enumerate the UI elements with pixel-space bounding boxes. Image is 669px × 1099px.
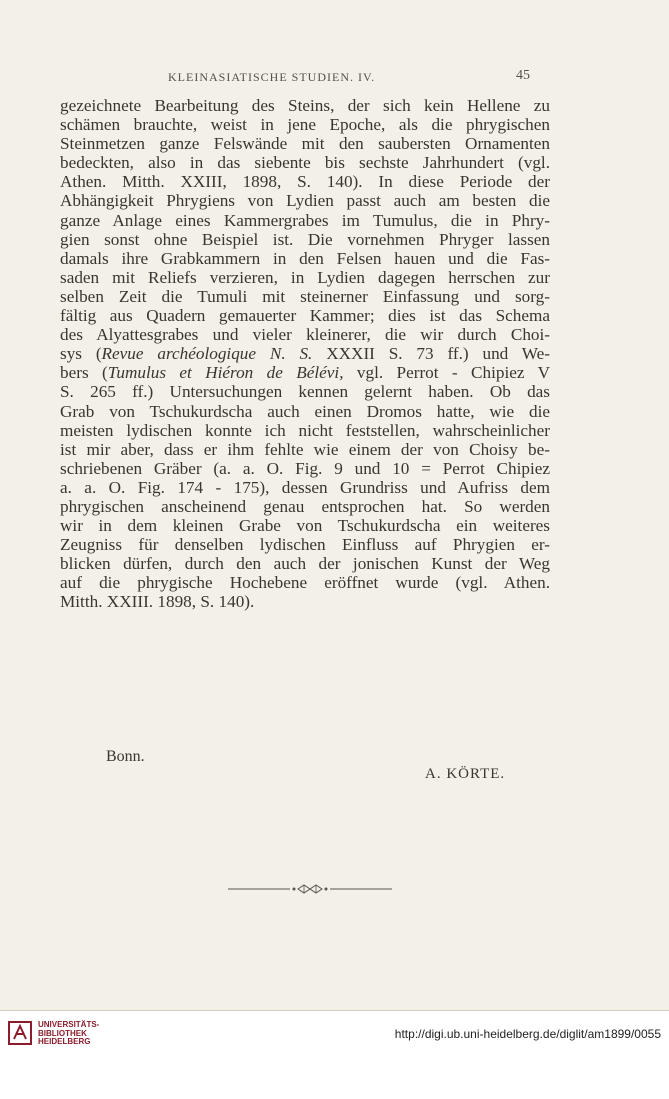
text-line: bedeckten, also in das siebente bis sechste Jahrhundert (vgl. [60, 153, 550, 173]
author-signature: A. KÖRTE. [425, 766, 506, 782]
text-line: wir in dem kleinen Grabe von Tschukurdscha ein weiteres [60, 516, 550, 536]
text-line: ist mir aber, dass er ihm fehlte wie einem der von Choisy be- [60, 439, 550, 459]
text-line: des Alyattesgrabes und vieler kleinerer, die wir durch Choi- [60, 325, 550, 345]
library-name-line: BIBLIOTHEK [38, 1028, 87, 1038]
italic-citation: Tumulus et Hiéron de Bélévi, [107, 363, 344, 383]
permalink-url[interactable]: http://digi.ub.uni-heidelberg.de/diglit/am1899/0055 [394, 1027, 661, 1041]
library-name-line: UNIVERSITÄTS- [38, 1020, 100, 1029]
text-line: S. 265 ff.) Untersuchungen kennen gelernt haben. Ob das [60, 382, 550, 402]
text-line: Steinmetzen ganze Felswände mit den saubersten Ornamenten [60, 134, 550, 154]
text-line: schämen brauchte, weist in jene Epoche, als die phrygischen [60, 115, 550, 135]
place-of-writing: Bonn. [106, 748, 145, 765]
text-line: Mitth. XXIII. 1898, S. 140). [60, 592, 255, 612]
text-line: selben Zeit die Tumuli mit steinerner Einfassung und sorg- [60, 286, 550, 306]
text-line: saden mit Reliefs verzieren, in Lydien dagegen herrschen zur [60, 267, 550, 287]
text-line: ganze Anlage eines Kammergrabes im Tumulus, die in Phry- [60, 210, 550, 230]
text-line: schriebenen Gräber (a. a. O. Fig. 9 und 10 = Perrot Chipiez [60, 458, 550, 478]
footer-bar [0, 1010, 669, 1099]
text-line-with-citation [60, 344, 550, 363]
text-line: Abhängigkeit Phrygiens von Lydien passt auch am besten die [60, 191, 550, 211]
text-fragment: vgl. Perrot - Chipiez V [343, 363, 550, 383]
text-line: Athen. Mitth. XXIII, 1898, S. 140). In diese Periode der [60, 172, 550, 192]
text-line: blicken dürfen, durch den auch der jonischen Kunst der Weg [60, 554, 550, 574]
body-text [60, 96, 550, 612]
text-line: gien sonst ohne Beispiel ist. Die vornehmen Phryger lassen [60, 229, 550, 249]
text-line: a. a. O. Fig. 174 - 175), dessen Grundriss und Aufriss dem [60, 477, 550, 497]
running-head: KLEINASIATISCHE STUDIEN. IV. [168, 70, 376, 84]
text-line: phrygischen anscheinend genau entsprochen hat. So werden [60, 496, 550, 516]
text-fragment: bers ( [60, 363, 108, 383]
text-line: meisten lydischen konnte ich nicht feststellen, wahrscheinlicher [60, 420, 550, 440]
university-library-logo-icon [8, 1021, 32, 1045]
library-name-line: HEIDELBERG [38, 1037, 91, 1046]
text-line: Zeugniss für denselben lydischen Einfluss auf Phrygien er- [60, 535, 550, 555]
page-number: 45 [516, 68, 530, 83]
text-line: damals ihre Grabkammern in den Felsen hauen und die Fas- [60, 248, 550, 268]
ornament-rule-icon [228, 884, 392, 894]
text-line: Grab von Tschukurdscha auch einen Dromos hatte, wie die [60, 401, 550, 421]
text-line-with-citation [60, 363, 550, 382]
library-name [38, 1021, 99, 1047]
text-line: fältig aus Quadern gemauerter Kammer; dies ist das Schema [60, 306, 550, 326]
text-fragment: XXXII S. 73 ff.) und We- [312, 344, 550, 364]
text-fragment: sys ( [60, 344, 102, 364]
italic-citation: Revue archéologique N. S. [101, 344, 313, 364]
text-line: auf die phrygische Hochebene eröffnet wurde (vgl. Athen. [60, 573, 550, 593]
text-line: gezeichnete Bearbeitung des Steins, der sich kein Hellene zu [60, 96, 550, 115]
